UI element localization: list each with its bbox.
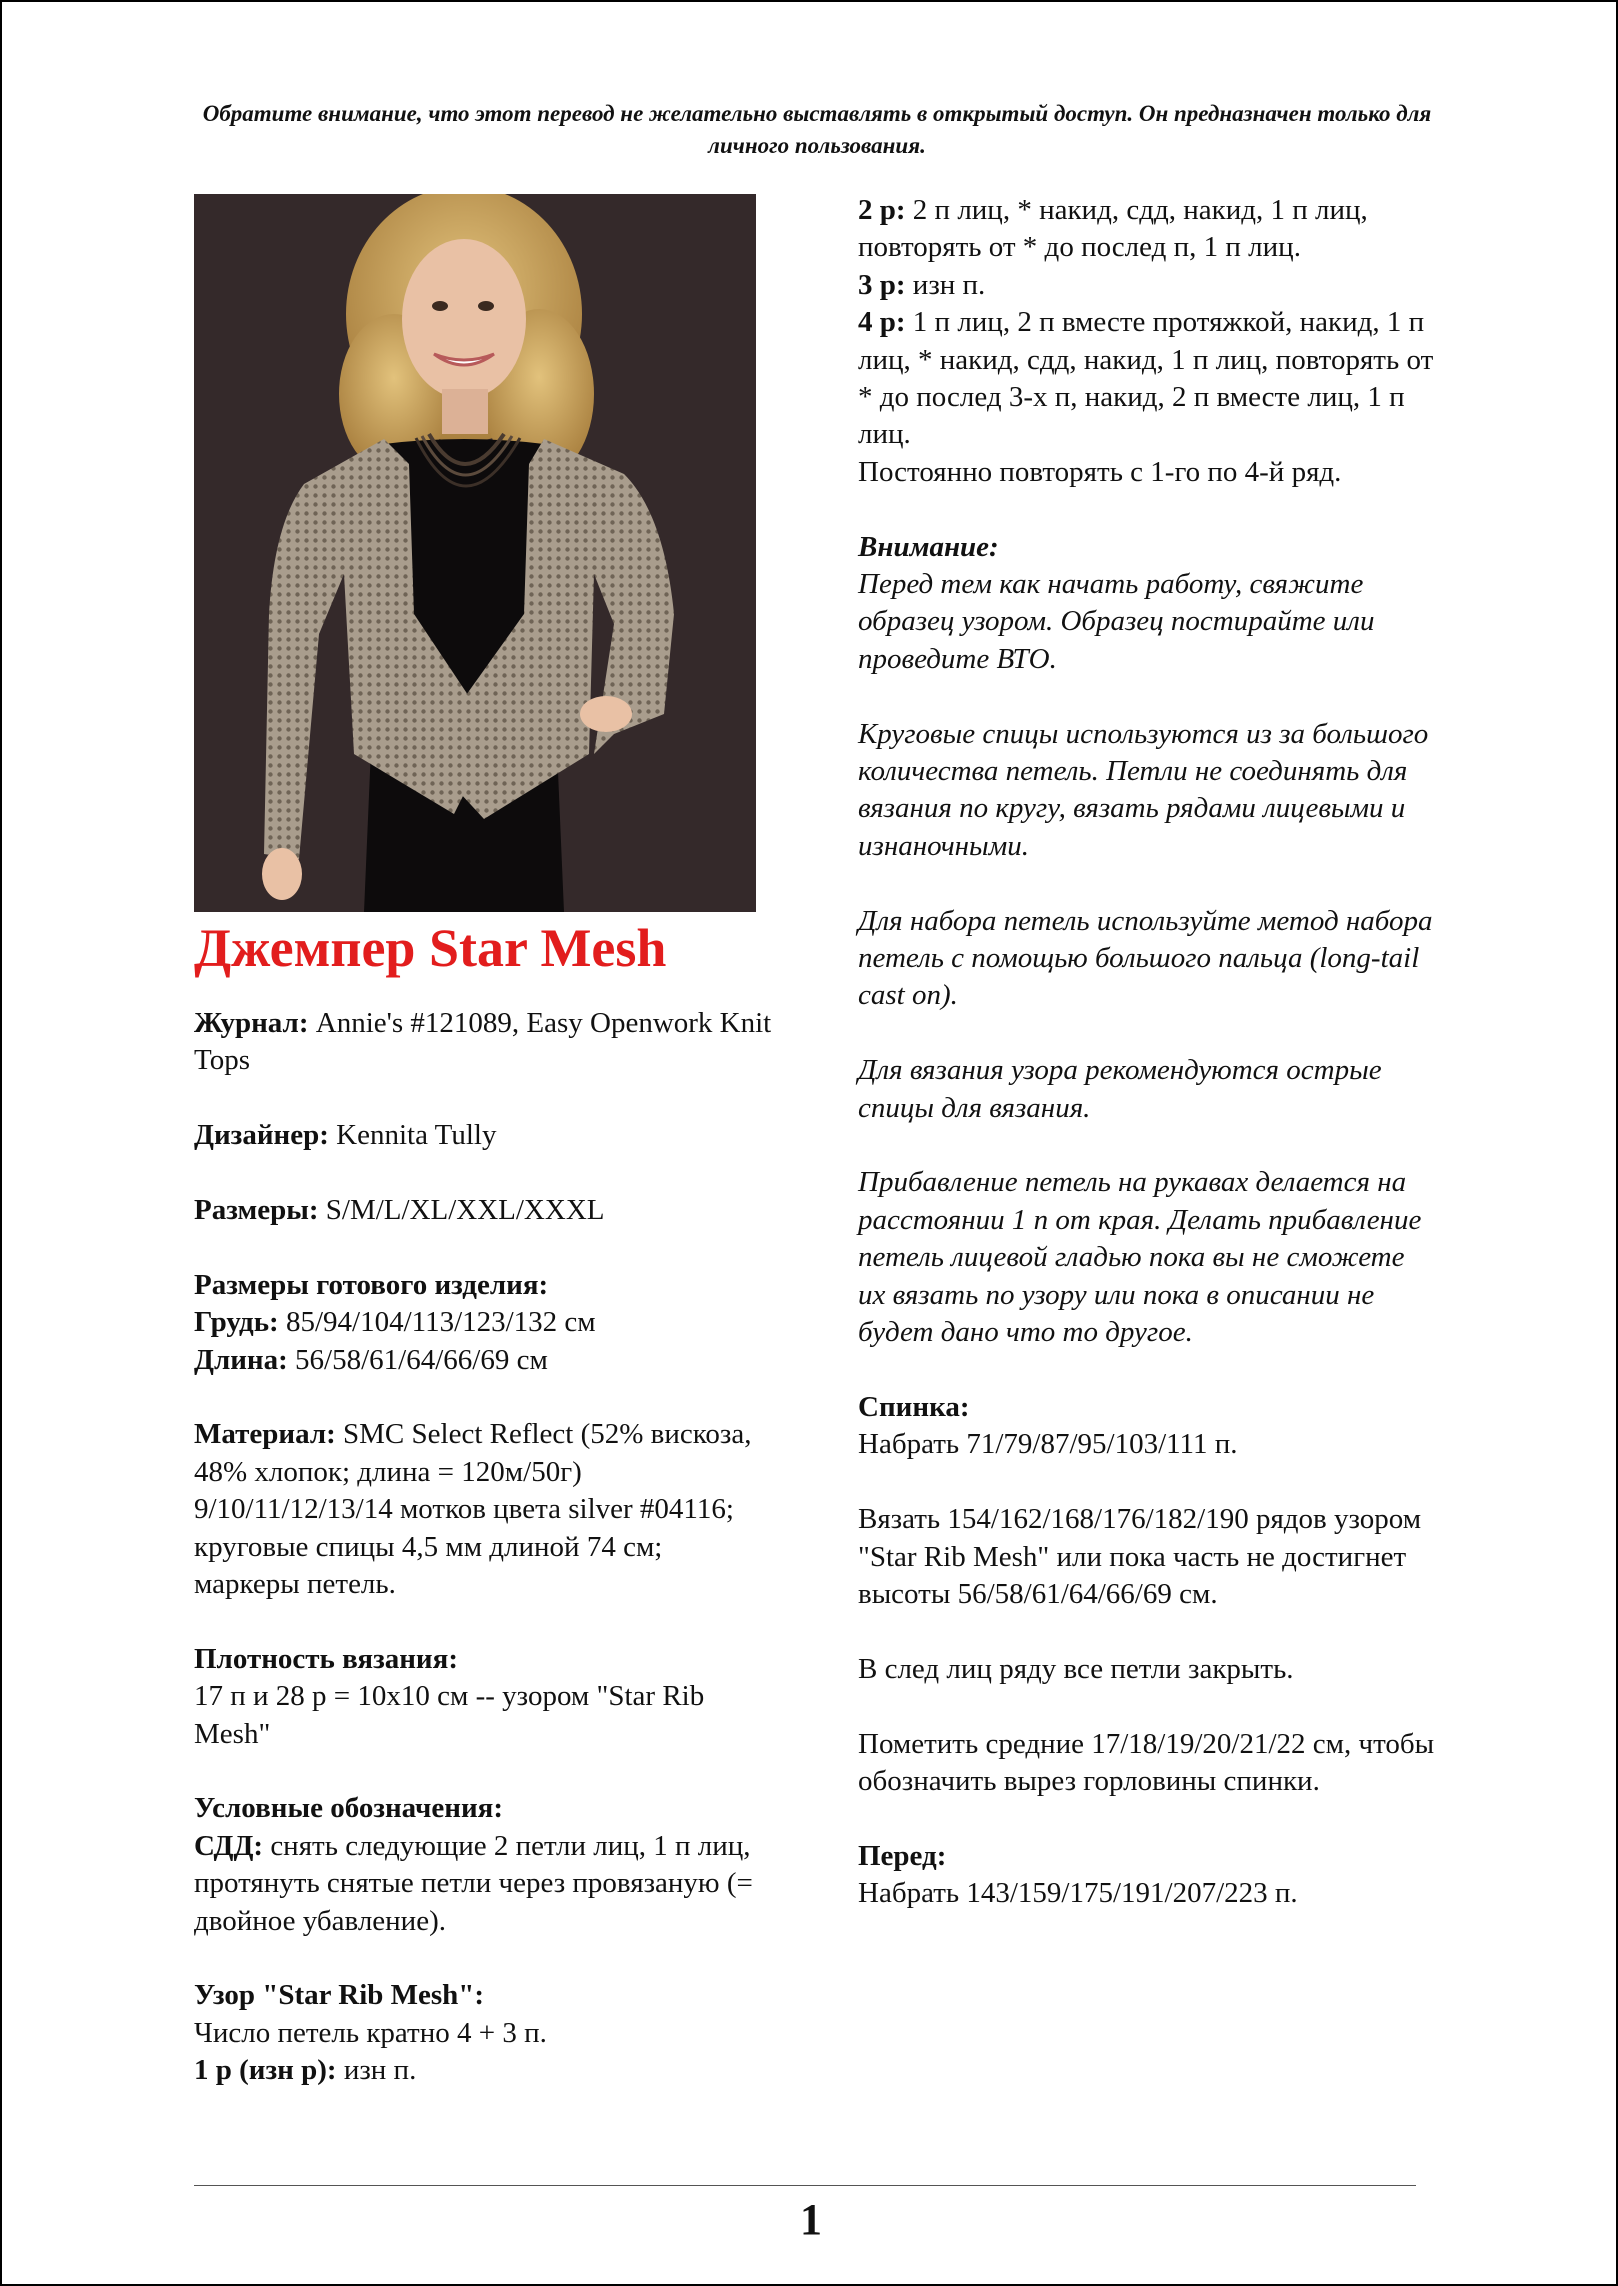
gauge-value: 17 п и 28 р = 10x10 см -- узором "Star Rib Mesh": [194, 1680, 705, 1750]
pattern-multiple: Число петель кратно 4 + 3 п.: [194, 2016, 547, 2049]
attention-note: Для набора петель используйте метод набора петель с помощью большого пальца (long-tail cast on).: [858, 904, 1433, 1012]
row4-label: 4 р:: [858, 306, 906, 339]
page-number: 1: [800, 2195, 822, 2244]
row1-label: 1 р (изн р):: [194, 2054, 337, 2087]
abbreviations: [194, 1790, 774, 1940]
footer-divider: [194, 2185, 1416, 2186]
length-label: Длина:: [194, 1343, 288, 1376]
attention-heading: Внимание:: [858, 530, 999, 563]
bust-value: 85/94/104/113/123/132 см: [285, 1306, 596, 1339]
back-heading: Спинка:: [858, 1390, 970, 1423]
model-photo: [194, 194, 756, 912]
row3-value: изн п.: [912, 268, 986, 301]
row3-label: 3 р:: [858, 268, 906, 301]
abbrev-heading: Условные обозначения:: [194, 1792, 504, 1825]
bust-label: Грудь:: [194, 1306, 279, 1339]
model-illustration: [194, 194, 756, 912]
front-heading: Перед:: [858, 1839, 947, 1872]
designer-info: [194, 1117, 774, 1154]
back-paragraph: В след лиц ряду все петли закрыть.: [858, 1652, 1294, 1685]
finished-heading: Размеры готового изделия:: [194, 1268, 549, 1301]
left-column: [194, 1005, 774, 2090]
material-label: Материал:: [194, 1418, 336, 1451]
gauge-info: [194, 1641, 774, 1753]
attention-note: Перед тем как начать работу, свяжите образец узором. Образец постирайте или проведите ВТО.: [858, 568, 1375, 675]
material-value: SMC Select Reflect (52% вискоза, 48% хлопок; длина = 120м/50г) 9/10/11/12/13/14 мотков цвета silver #04116; круговые спицы 4,5 мм длиной 74 см; маркеры петель.: [194, 1418, 752, 1601]
designer-label: Дизайнер:: [194, 1119, 329, 1152]
row1-value: изн п.: [343, 2054, 417, 2087]
sizes-label: Размеры:: [194, 1194, 319, 1226]
stitch-pattern-intro: [194, 1977, 774, 2089]
designer-value: Kennita Tully: [336, 1119, 497, 1152]
material-info: [194, 1416, 774, 1603]
front-paragraph: Набрать 143/159/175/191/207/223 п.: [858, 1877, 1298, 1910]
sizes-value: S/M/L/XL/XXL/XXXL: [325, 1194, 605, 1226]
back-paragraph: Набрать 71/79/87/95/103/111 п.: [858, 1428, 1238, 1461]
magazine-info: [194, 1005, 774, 1080]
row2-value: 2 п лиц, * накид, сдд, накид, 1 п лиц, повторять от * до послед п, 1 п лиц.: [858, 194, 1368, 264]
attention-note: Прибавление петель на рукавах делается на расстоянии 1 п от края. Делать прибавление петель лицевой гладью пока вы не сможете их вязать по узору или пока в описании не будет дано что то другое.: [858, 1166, 1422, 1349]
abbrev-value: снять следующие 2 петли лиц, 1 п лиц, протянуть снятые петли через провязаную (= двойное убавление).: [194, 1829, 753, 1937]
right-column: [858, 192, 1438, 1913]
pattern-title: Джемпер Star Mesh: [194, 918, 667, 978]
gauge-heading: Плотность вязания:: [194, 1642, 458, 1675]
attention-note: Для вязания узора рекомендуются острые спицы для вязания.: [858, 1054, 1382, 1124]
stitch-pattern-rows: [858, 192, 1438, 491]
back-paragraph: Вязать 154/162/168/176/182/190 рядов узором "Star Rib Mesh" или пока часть не достигнет высоты 56/58/61/64/66/69 см.: [858, 1503, 1422, 1610]
attention-note: Круговые спицы используются из за большого количества петель. Петли не соединять для вязания по кругу, вязать рядами лицевыми и изнаночными.: [858, 717, 1429, 862]
pattern-heading: Узор "Star Rib Mesh":: [194, 1979, 485, 2012]
back-paragraph: Пометить средние 17/18/19/20/21/22 см, чтобы обозначить вырез горловины спинки.: [858, 1727, 1435, 1797]
magazine-label: Журнал:: [194, 1007, 309, 1039]
abbrev-label: СДД:: [194, 1829, 264, 1862]
length-value: 56/58/61/64/66/69 см: [295, 1343, 548, 1376]
pattern-repeat: Постоянно повторять с 1-го по 4-й ряд.: [858, 455, 1342, 488]
privacy-notice: Обратите внимание, что этот перевод не желательно выставлять в открытый доступ. Он предназначен только для личного пользования.: [202, 101, 1432, 158]
magazine-value: Annie's #121089, Easy Openwork Knit Tops: [194, 1007, 772, 1077]
finished-measurements: [194, 1267, 774, 1379]
row2-label: 2 р:: [858, 194, 906, 226]
sizes-info: [194, 1192, 774, 1229]
row4-value: 1 п лиц, 2 п вместе протяжкой, накид, 1 п лиц, * накид, сдд, накид, 1 п лиц, повторять от * до послед 3-х п, накид, 2 п вместе лиц, 1 п лиц.: [858, 306, 1434, 451]
